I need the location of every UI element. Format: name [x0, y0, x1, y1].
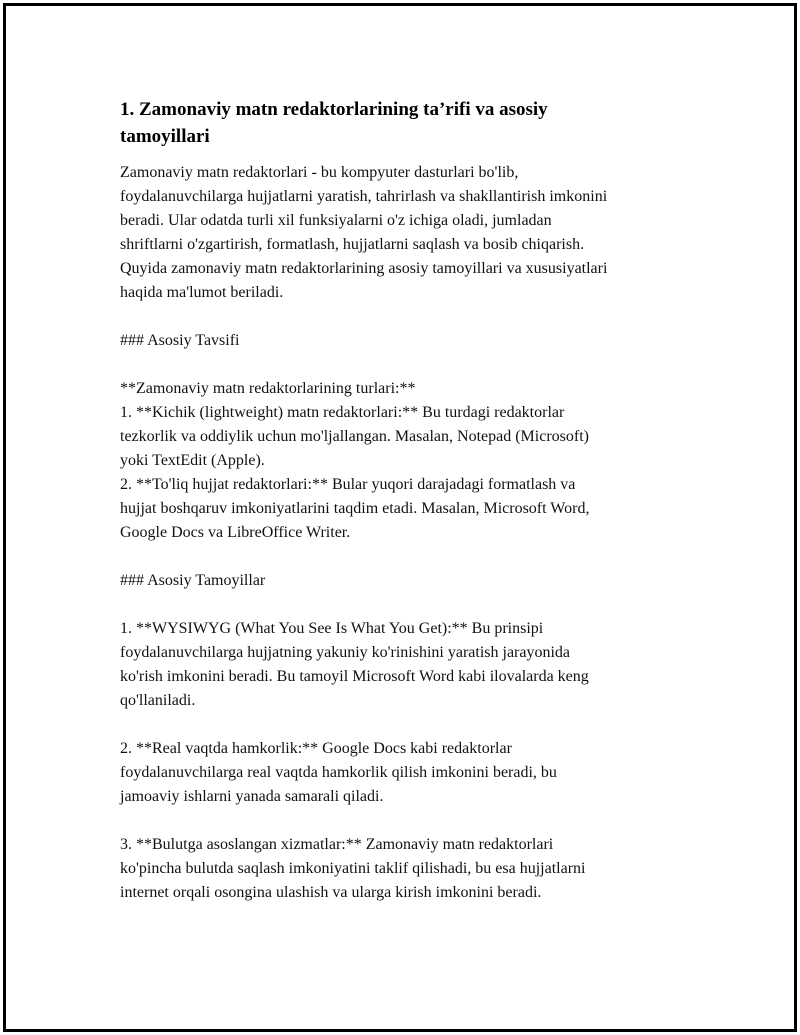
blank-line	[120, 305, 680, 329]
title-line: tamoyillari	[120, 126, 210, 147]
document-page	[3, 3, 797, 1032]
subsection-heading: ### Asosiy Tamoyillar	[120, 572, 266, 589]
list-item-line: jamoaviy ishlarni yanada samarali qiladi.	[120, 788, 384, 805]
principle-item	[120, 617, 680, 713]
paragraph-line: Zamonaviy matn redaktorlari - bu kompyuter dasturlari bo'lib,	[120, 164, 519, 181]
list-item-line: foydalanuvchilarga hujjatning yakuniy ko'rinishini yaratish jarayonida	[120, 644, 571, 661]
list-item-line: internet orqali osongina ulashish va ularga kirish imkonini beradi.	[120, 884, 542, 901]
blank-line	[120, 545, 680, 569]
body-text	[120, 161, 680, 905]
blank-line	[120, 809, 680, 833]
list-item-line: Google Docs va LibreOffice Writer.	[120, 524, 351, 541]
section-title	[120, 96, 680, 150]
paragraph-line: beradi. Ular odatda turli xil funksiyalarni o'z ichiga oladi, jumladan	[120, 212, 552, 229]
principle-item	[120, 833, 680, 905]
list-item-line: foydalanuvchilarga real vaqtda hamkorlik qilish imkonini beradi, bu	[120, 764, 557, 781]
list-item-line: yoki TextEdit (Apple).	[120, 452, 265, 469]
types-list	[120, 377, 680, 545]
list-item-line: 1. **Kichik (lightweight) matn redaktorlari:** Bu turdagi redaktorlar	[120, 404, 565, 421]
blank-line	[120, 353, 680, 377]
title-line: 1. Zamonaviy matn redaktorlarining ta’rifi va asosiy	[120, 99, 548, 120]
principle-item	[120, 737, 680, 809]
list-item-line: ko'pincha bulutda saqlash imkoniyatini taklif qilishadi, bu esa hujjatlarni	[120, 860, 586, 877]
list-item-line: hujjat boshqaruv imkoniyatlarini taqdim etadi. Masalan, Microsoft Word,	[120, 500, 590, 517]
list-item-line: ko'rish imkonini beradi. Bu tamoyil Microsoft Word kabi ilovalarda keng	[120, 668, 589, 685]
paragraph-line: foydalanuvchilarga hujjatlarni yaratish, tahrirlash va shakllantirish imkonini	[120, 188, 608, 205]
list-heading: **Zamonaviy matn redaktorlarining turlari:**	[120, 380, 416, 397]
list-item-line: 3. **Bulutga asoslangan xizmatlar:** Zamonaviy matn redaktorlari	[120, 836, 554, 853]
paragraph-line: haqida ma'lumot beriladi.	[120, 284, 284, 301]
list-item-line: 2. **Real vaqtda hamkorlik:** Google Docs kabi redaktorlar	[120, 740, 512, 757]
paragraph-line: Quyida zamonaviy matn redaktorlarining asosiy tamoyillari va xususiyatlari	[120, 260, 608, 277]
list-item-line: qo'llaniladi.	[120, 692, 196, 709]
subsection-heading: ### Asosiy Tavsifi	[120, 332, 240, 349]
list-item-line: 1. **WYSIWYG (What You See Is What You Get):** Bu prinsipi	[120, 620, 544, 637]
document-body	[120, 96, 680, 905]
intro-paragraph	[120, 161, 680, 305]
list-item-line: 2. **To'liq hujjat redaktorlari:** Bular yuqori darajadagi formatlash va	[120, 476, 576, 493]
blank-line	[120, 713, 680, 737]
paragraph-line: shriftlarni o'zgartirish, formatlash, hujjatlarni saqlash va bosib chiqarish.	[120, 236, 585, 253]
list-item-line: tezkorlik va oddiylik uchun mo'ljallangan. Masalan, Notepad (Microsoft)	[120, 428, 589, 445]
blank-line	[120, 593, 680, 617]
